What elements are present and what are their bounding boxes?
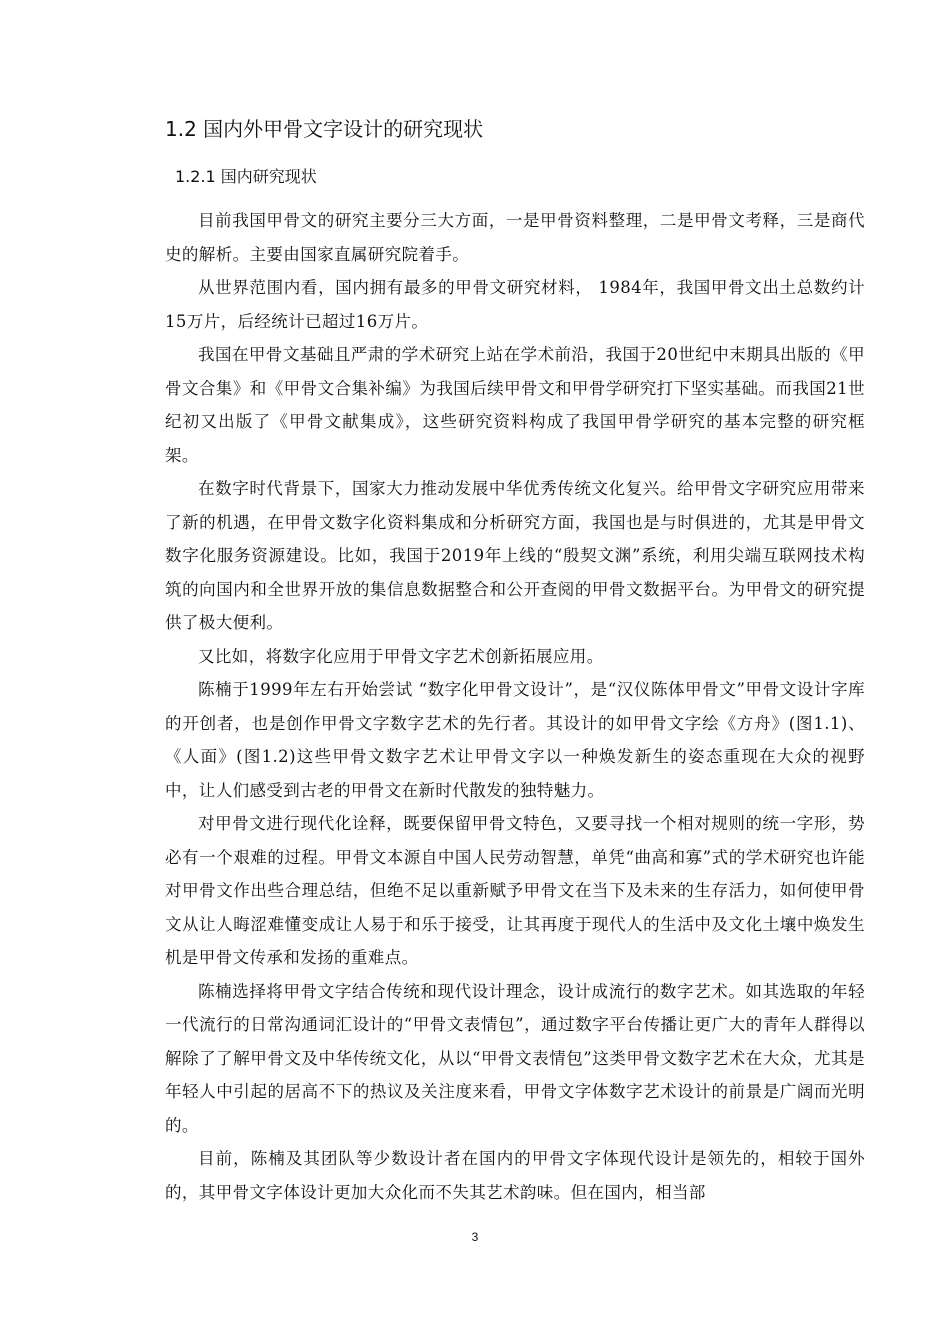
page-number: 3 xyxy=(471,1230,479,1244)
paragraph: 目前我国甲骨文的研究主要分三大方面，一是甲骨资料整理，二是甲骨文考释，三是商代史的解析。主要由国家直属研究院着手。 xyxy=(165,211,865,264)
paragraph: 又比如，将数字化应用于甲骨文字艺术创新拓展应用。 xyxy=(198,646,604,666)
paragraph: 对甲骨文进行现代化诠释，既要保留甲骨文特色，又要寻找一个相对规则的统一字形，势必有一个艰难的过程。甲骨文本源自中国人民劳动智慧，单凭“曲高和寡”式的学术研究也许能对甲骨文作出些合理总结，但绝不足以重新赋予甲骨文在当下及未来的生存活力，如何使甲骨文从让人晦涩难懂变成让人易于和乐于接受，让其再度于现代人的生活中及文化土壤中焕发生机是甲骨文传承和发扬的重难点。 xyxy=(165,814,865,967)
body-text xyxy=(165,204,865,1209)
subsection-heading: 1.2.1 国内研究现状 xyxy=(175,167,317,186)
paragraph: 从世界范围内看，国内拥有最多的甲骨文研究材料， 1984年，我国甲骨文出土总数约计15万片，后经统计已超过16万片。 xyxy=(165,278,865,331)
paragraph: 在数字时代背景下，国家大力推动发展中华优秀传统文化复兴。给甲骨文字研究应用带来了新的机遇，在甲骨文数字化资料集成和分析研究方面，我国也是与时俱进的，尤其是甲骨文数字化服务资源建设。比如，我国于2019年上线的“殷契文渊”系统，利用尖端互联网技术构筑的向国内和全世界开放的集信息数据整合和公开查阅的甲骨文数据平台。为甲骨文的研究提供了极大便利。 xyxy=(165,479,865,632)
paragraph: 陈楠选择将甲骨文字结合传统和现代设计理念，设计成流行的数字艺术。如其选取的年轻一代流行的日常沟通词汇设计的“甲骨文表情包”，通过数字平台传播让更广大的青年人群得以解除了了解甲骨文及中华传统文化，从以“甲骨文表情包”这类甲骨文数字艺术在大众，尤其是年轻人中引起的居高不下的热议及关注度来看，甲骨文字体数字艺术设计的前景是广阔而光明的。 xyxy=(165,981,865,1135)
paragraph: 陈楠于1999年左右开始尝试 “数字化甲骨文设计”，是“汉仪陈体甲骨文”甲骨文设计字库的开创者，也是创作甲骨文字数字艺术的先行者。其设计的如甲骨文字绘《方舟》(图1.1)、《人面》(图1.2)这些甲骨文数字艺术让甲骨文字以一种焕发新生的姿态重现在大众的视野中，让人们感受到古老的甲骨文在新时代散发的独特魅力。 xyxy=(165,680,865,800)
section-heading: 1.2 国内外甲骨文字设计的研究现状 xyxy=(165,117,484,141)
paragraph: 我国在甲骨文基础且严肃的学术研究上站在学术前沿，我国于20世纪中末期具出版的《甲骨文合集》和《甲骨文合集补编》为我国后续甲骨文和甲骨学研究打下坚实基础。而我国21世纪初又出版了《甲骨文献集成》，这些研究资料构成了我国甲骨学研究的基本完整的研究框架。 xyxy=(165,345,865,465)
paragraph: 目前，陈楠及其团队等少数设计者在国内的甲骨文字体现代设计是领先的，相较于国外的，其甲骨文字体设计更加大众化而不失其艺术韵味。但在国内，相当部 xyxy=(165,1149,865,1202)
